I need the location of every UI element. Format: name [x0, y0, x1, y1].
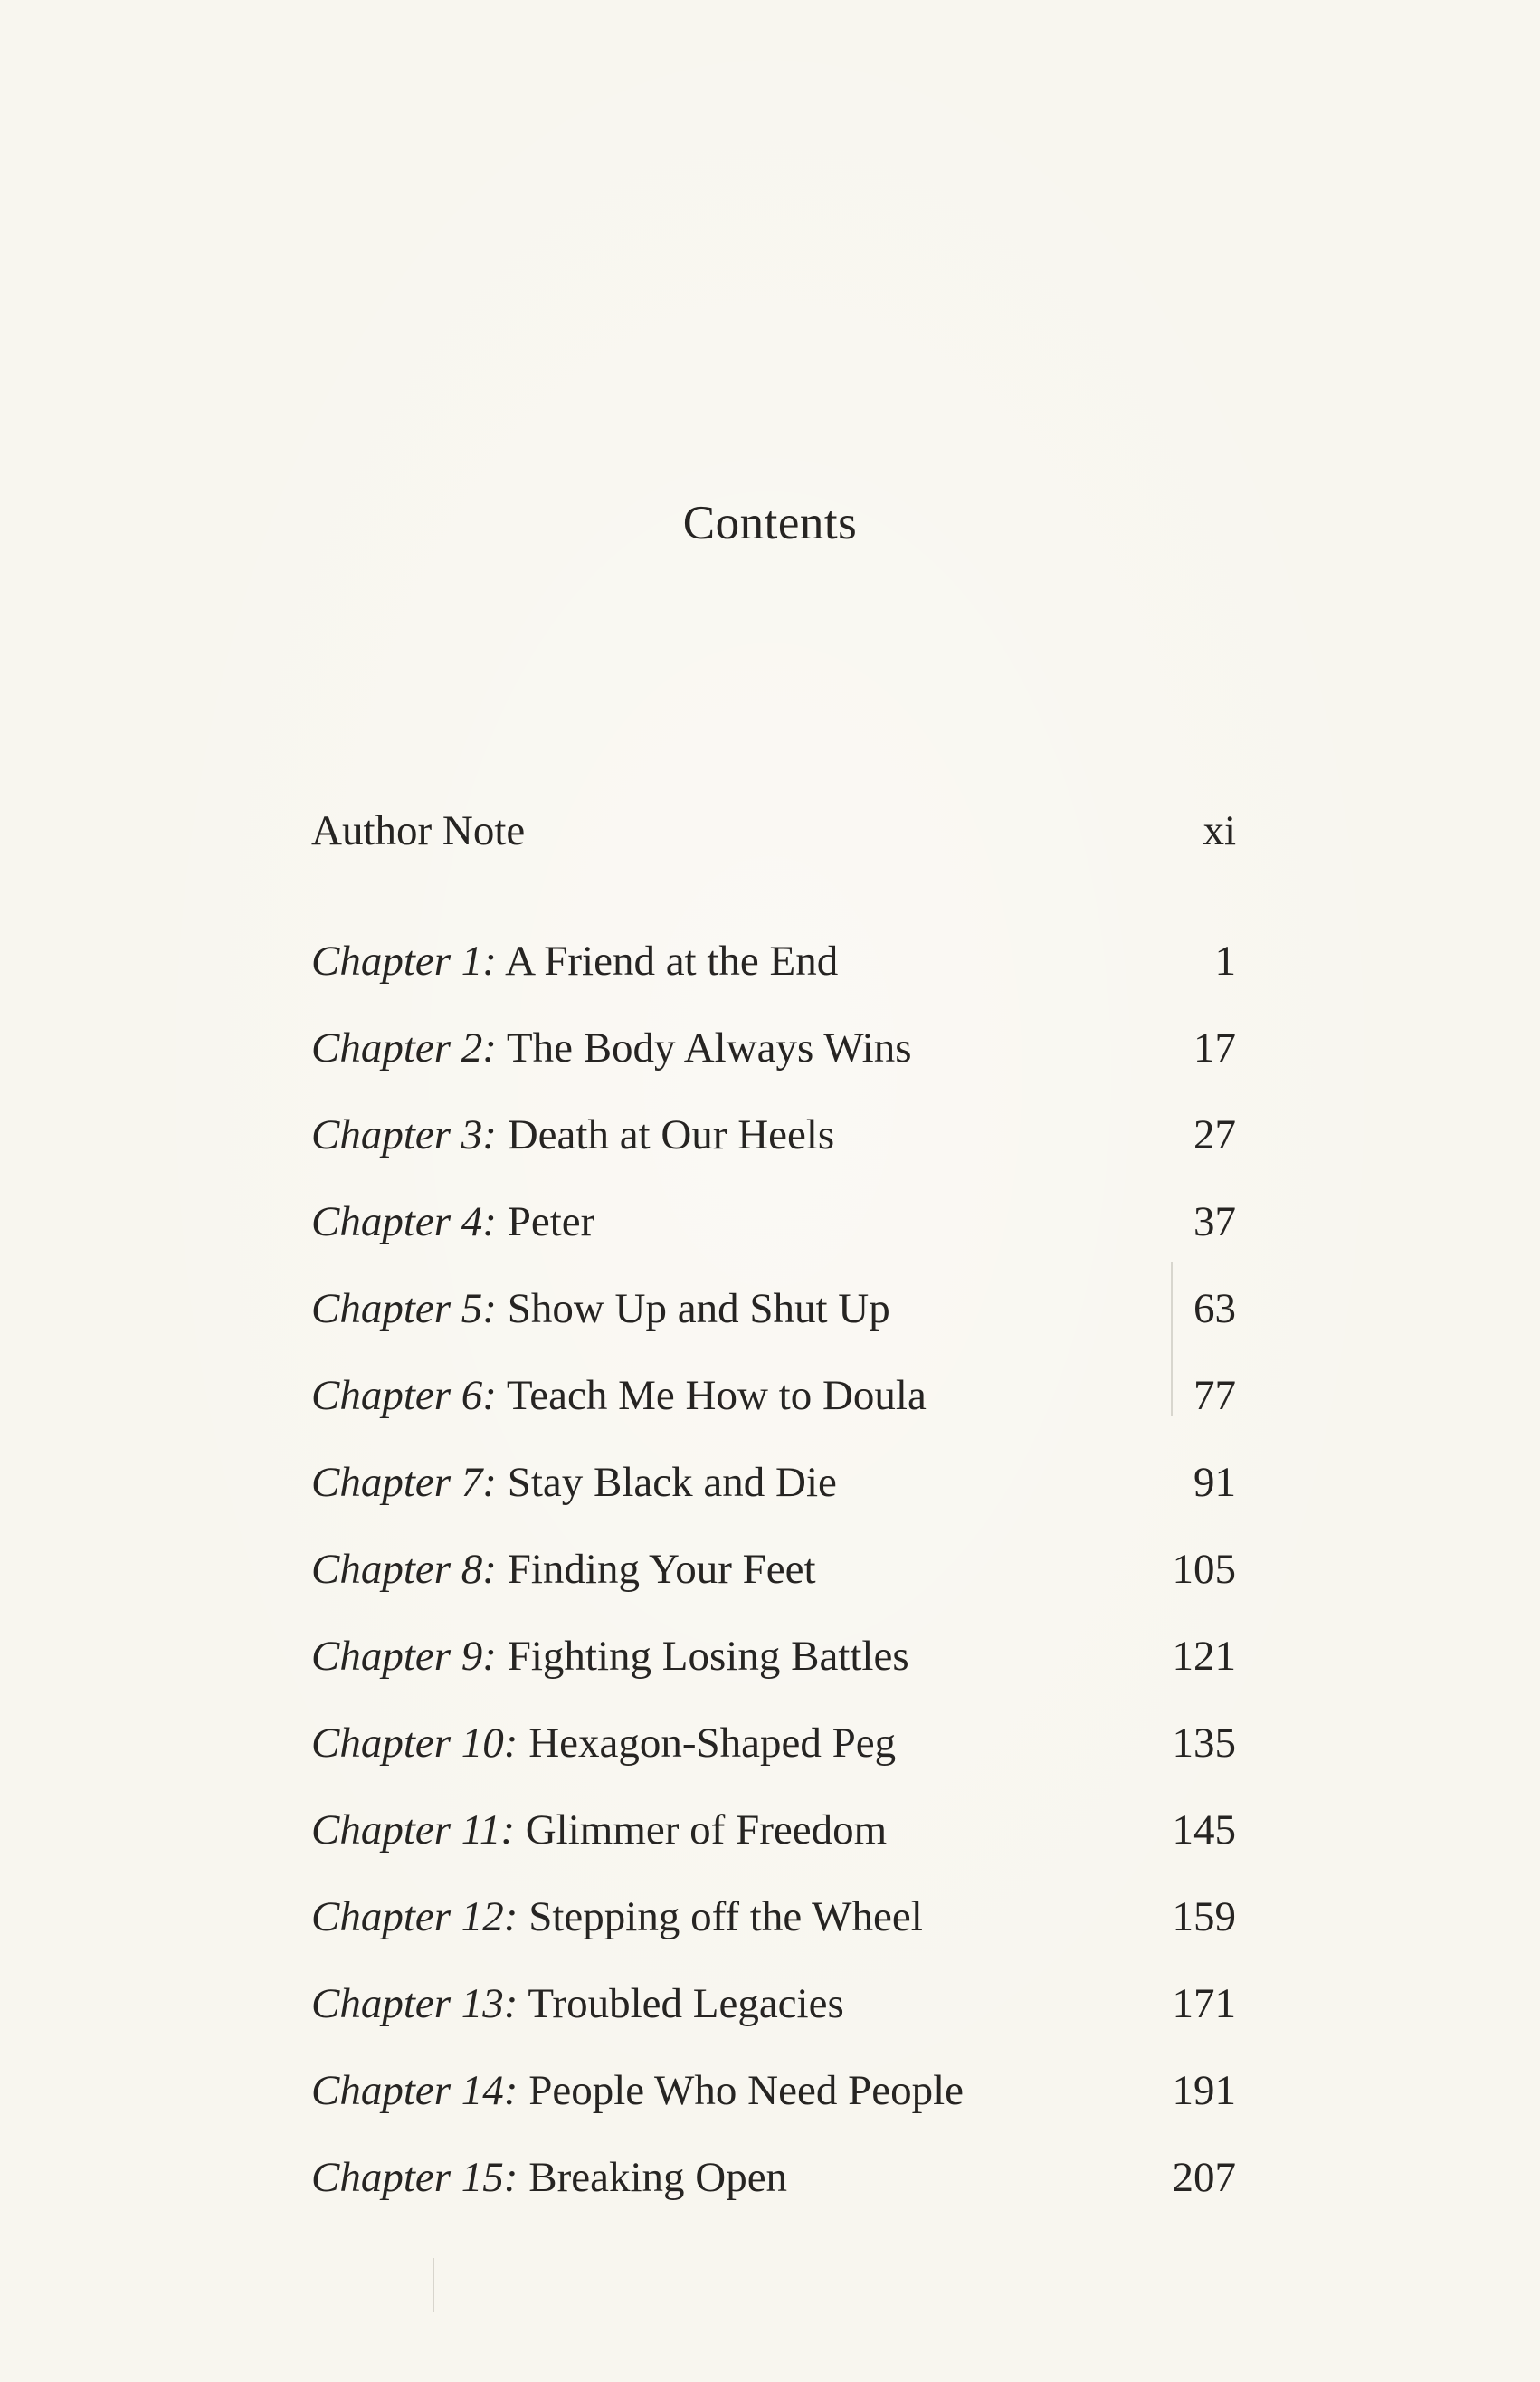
- toc-entry-chapter: [311, 1005, 1236, 1091]
- toc-entry-chapter: [311, 1613, 1236, 1700]
- page-number: 105: [1172, 1546, 1236, 1593]
- chapter-prefix: Chapter 7:: [311, 1459, 497, 1506]
- page-number: 91: [1193, 1459, 1236, 1506]
- chapter-title: Troubled Legacies: [528, 1980, 844, 2027]
- toc-entry-chapter: [311, 2047, 1236, 2134]
- chapter-title: Stepping off the Wheel: [528, 1893, 923, 1940]
- chapter-prefix: Chapter 10:: [311, 1720, 518, 1767]
- table-of-contents: [311, 787, 1236, 2221]
- page-number: 27: [1193, 1111, 1236, 1158]
- chapter-prefix: Chapter 6:: [311, 1372, 497, 1419]
- page-number: 191: [1172, 2067, 1236, 2114]
- page-number: 171: [1172, 1980, 1236, 2027]
- toc-entry-chapter: [311, 1526, 1236, 1613]
- entry-title: [311, 1613, 909, 1700]
- chapter-prefix: Chapter 13:: [311, 1980, 518, 2027]
- entry-title: [311, 918, 838, 1005]
- entry-title: [311, 1960, 844, 2047]
- toc-entry-chapter: [311, 1178, 1236, 1265]
- toc-entry-chapter: [311, 1786, 1236, 1873]
- chapter-title: A Friend at the End: [505, 938, 839, 985]
- entry-title: [311, 1439, 837, 1526]
- toc-entry-chapter: [311, 1091, 1236, 1178]
- toc-entry-author-note: [311, 787, 1236, 874]
- entry-title: Author Note: [311, 807, 526, 854]
- chapter-prefix: Chapter 5:: [311, 1285, 497, 1332]
- chapter-title: Peter: [507, 1198, 595, 1245]
- entry-title: [311, 1265, 890, 1352]
- chapter-prefix: Chapter 1:: [311, 938, 497, 985]
- chapter-prefix: Chapter 2:: [311, 1024, 497, 1072]
- page-number: 135: [1172, 1720, 1236, 1767]
- entry-title: [311, 1873, 923, 1960]
- chapter-title: Breaking Open: [528, 2154, 788, 2201]
- chapter-prefix: Chapter 12:: [311, 1893, 518, 1940]
- page-number: 145: [1172, 1806, 1236, 1853]
- chapter-title: Stay Black and Die: [507, 1459, 837, 1506]
- toc-entry-chapter: [311, 918, 1236, 1005]
- entry-title: [311, 1526, 816, 1613]
- toc-entry-chapter: [311, 1873, 1236, 1960]
- toc-entry-chapter: [311, 1439, 1236, 1526]
- toc-entry-chapter: [311, 1960, 1236, 2047]
- page-number: 121: [1172, 1633, 1236, 1680]
- scan-mark: [1171, 1262, 1173, 1416]
- entry-title: [311, 1700, 896, 1786]
- page-number: 159: [1172, 1893, 1236, 1940]
- entry-title: [311, 1352, 927, 1439]
- chapter-prefix: Chapter 15:: [311, 2154, 518, 2201]
- page-number: 1: [1214, 938, 1236, 985]
- chapter-prefix: Chapter 11:: [311, 1806, 515, 1853]
- page-number: 17: [1193, 1024, 1236, 1072]
- contents-heading: Contents: [682, 497, 858, 549]
- chapter-prefix: Chapter 9:: [311, 1633, 497, 1680]
- page-number: 37: [1193, 1198, 1236, 1245]
- toc-entry-chapter: [311, 1352, 1236, 1439]
- chapter-title: Finding Your Feet: [507, 1546, 816, 1593]
- entry-title: [311, 2047, 964, 2134]
- entry-title: [311, 1091, 834, 1178]
- page-number: 63: [1193, 1285, 1236, 1332]
- chapter-title: Fighting Losing Battles: [507, 1633, 909, 1680]
- chapter-title: Death at Our Heels: [507, 1111, 835, 1158]
- chapter-title: Hexagon-Shaped Peg: [528, 1720, 897, 1767]
- chapter-title: The Body Always Wins: [506, 1024, 912, 1072]
- chapter-title: Show Up and Shut Up: [507, 1285, 890, 1332]
- toc-entry-chapter: [311, 2134, 1236, 2221]
- chapter-title: Teach Me How to Doula: [506, 1372, 927, 1419]
- entry-title: [311, 2134, 787, 2221]
- toc-entry-chapter: [311, 1265, 1236, 1352]
- page-number: 207: [1172, 2154, 1236, 2201]
- chapter-prefix: Chapter 14:: [311, 2067, 518, 2114]
- entry-title: [311, 1178, 594, 1265]
- entry-title: [311, 1005, 912, 1091]
- entry-title: [311, 1786, 887, 1873]
- scan-mark: [433, 2258, 434, 2312]
- page-number: 77: [1193, 1372, 1236, 1419]
- chapter-prefix: Chapter 4:: [311, 1198, 497, 1245]
- chapter-prefix: Chapter 3:: [311, 1111, 497, 1158]
- page-number: xi: [1203, 807, 1236, 854]
- chapter-prefix: Chapter 8:: [311, 1546, 497, 1593]
- toc-entry-chapter: [311, 1700, 1236, 1786]
- chapter-title: Glimmer of Freedom: [525, 1806, 888, 1853]
- chapter-title: People Who Need People: [528, 2067, 964, 2114]
